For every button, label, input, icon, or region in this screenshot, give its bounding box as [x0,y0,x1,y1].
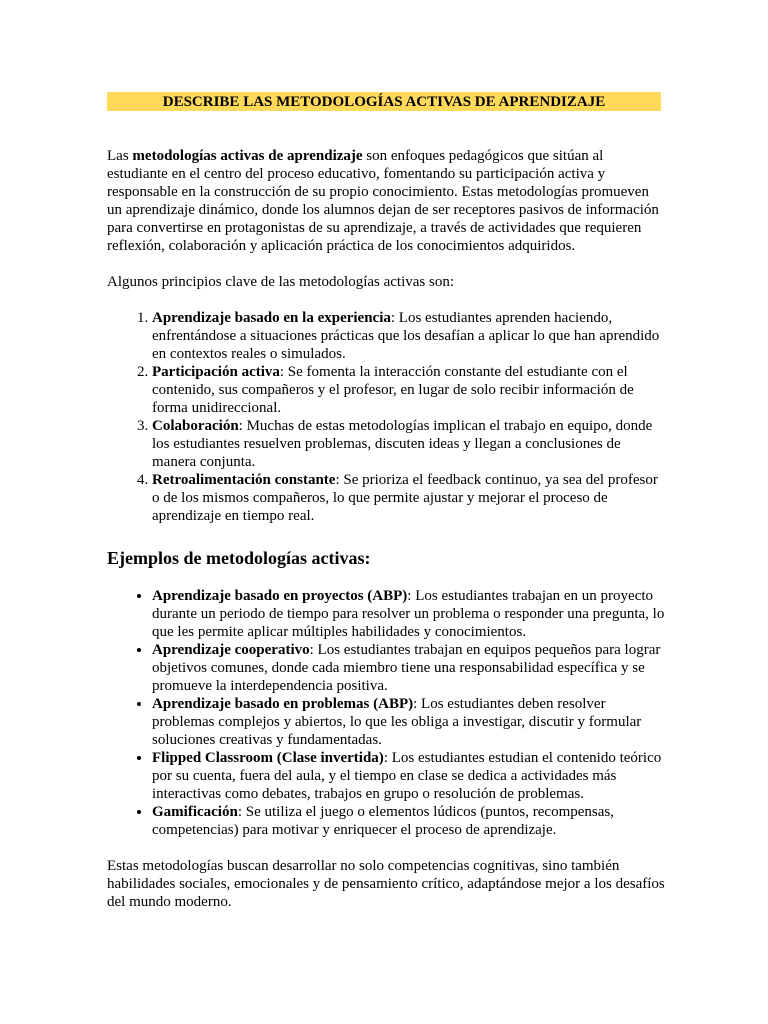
intro-rest: son enfoques pedagógicos que sitúan al estudiante en el centro del proceso educativo, fomentando su participación activa y responsable en la construcción de su propio conocimiento. Estas metodologías promueven un aprendizaje dinámico, donde los alumnos dejan de ser receptores pasivos de información para convertirse en protagonistas de su aprendizaje, a través de actividades que requieren reflexión, colaboración y aplicación práctica de los conocimientos adquiridos. [107,148,659,254]
intro-prefix: Las [107,148,133,164]
example-term: Aprendizaje basado en proyectos (ABP) [152,588,408,604]
examples-list [107,587,667,839]
principle-term: Participación activa [152,364,280,380]
principles-list [107,309,667,525]
principle-item [152,309,667,363]
document-title-text: DESCRIBE LAS METODOLOGÍAS ACTIVAS DE APRENDIZAJE [162,94,606,110]
example-term: Gamificación [152,804,238,820]
principle-desc: : Los estudiantes aprenden haciendo, enfrentándose a situaciones prácticas que los desafían a aplicar lo que han aprendido en contextos reales o simulados. [152,310,660,362]
example-desc: : Los estudiantes deben resolver problemas complejos y abiertos, lo que les obliga a investigar, discutir y formular soluciones creativas y fundamentadas. [152,696,642,748]
example-item [152,803,667,839]
intro-bold-term: metodologías activas de aprendizaje [132,148,363,164]
example-term: Flipped Classroom (Clase invertida) [152,750,384,766]
document-title [107,92,661,111]
example-item [152,641,667,695]
principle-item [152,363,667,417]
principle-desc: : Muchas de estas metodologías implican el trabajo en equipo, donde los estudiantes resuelven problemas, discuten ideas y llegan a conclusiones de manera conjunta. [152,418,653,470]
example-item [152,749,667,803]
examples-heading: Ejemplos de metodologías activas: [107,548,371,568]
intro-paragraph [107,147,667,255]
example-desc: : Los estudiantes trabajan en un proyecto durante un periodo de tiempo para resolver un problema o responder una pregunta, lo que les permite aplicar múltiples habilidades y conocimientos. [152,588,665,640]
principle-term: Retroalimentación constante [152,472,336,488]
principle-term: Aprendizaje basado en la experiencia [152,310,391,326]
example-desc: : Los estudiantes trabajan en equipos pequeños para lograr objetivos comunes, donde cada miembro tiene una responsabilidad específica y se promueve la interdependencia positiva. [152,642,661,694]
document-page [107,92,667,911]
principle-desc: : Se prioriza el feedback continuo, ya sea del profesor o de los mismos compañeros, lo que permite ajustar y mejorar el proceso de aprendizaje en tiempo real. [152,472,658,524]
example-desc: : Se utiliza el juego o elementos lúdicos (puntos, recompensas, competencias) para motivar y enriquecer el proceso de aprendizaje. [152,804,614,838]
example-desc: : Los estudiantes estudian el contenido teórico por su cuenta, fuera del aula, y el tiempo en clase se dedica a actividades más interactivas como debates, trabajos en grupo o resolución de problemas. [152,750,662,802]
example-term: Aprendizaje basado en problemas (ABP) [152,696,414,712]
principle-item [152,471,667,525]
principle-desc: : Se fomenta la interacción constante del estudiante con el contenido, sus compañeros y el profesor, en lugar de solo recibir información de forma unidireccional. [152,364,634,416]
example-item [152,587,667,641]
example-term: Aprendizaje cooperativo [152,642,310,658]
example-item [152,695,667,749]
principles-lead: Algunos principios clave de las metodologías activas son: [107,274,455,290]
principle-term: Colaboración [152,418,239,434]
principle-item [152,417,667,471]
closing-paragraph: Estas metodologías buscan desarrollar no solo competencias cognitivas, sino también habilidades sociales, emocionales y de pensamiento crítico, adaptándose mejor a los desafíos del mundo moderno. [107,858,665,910]
